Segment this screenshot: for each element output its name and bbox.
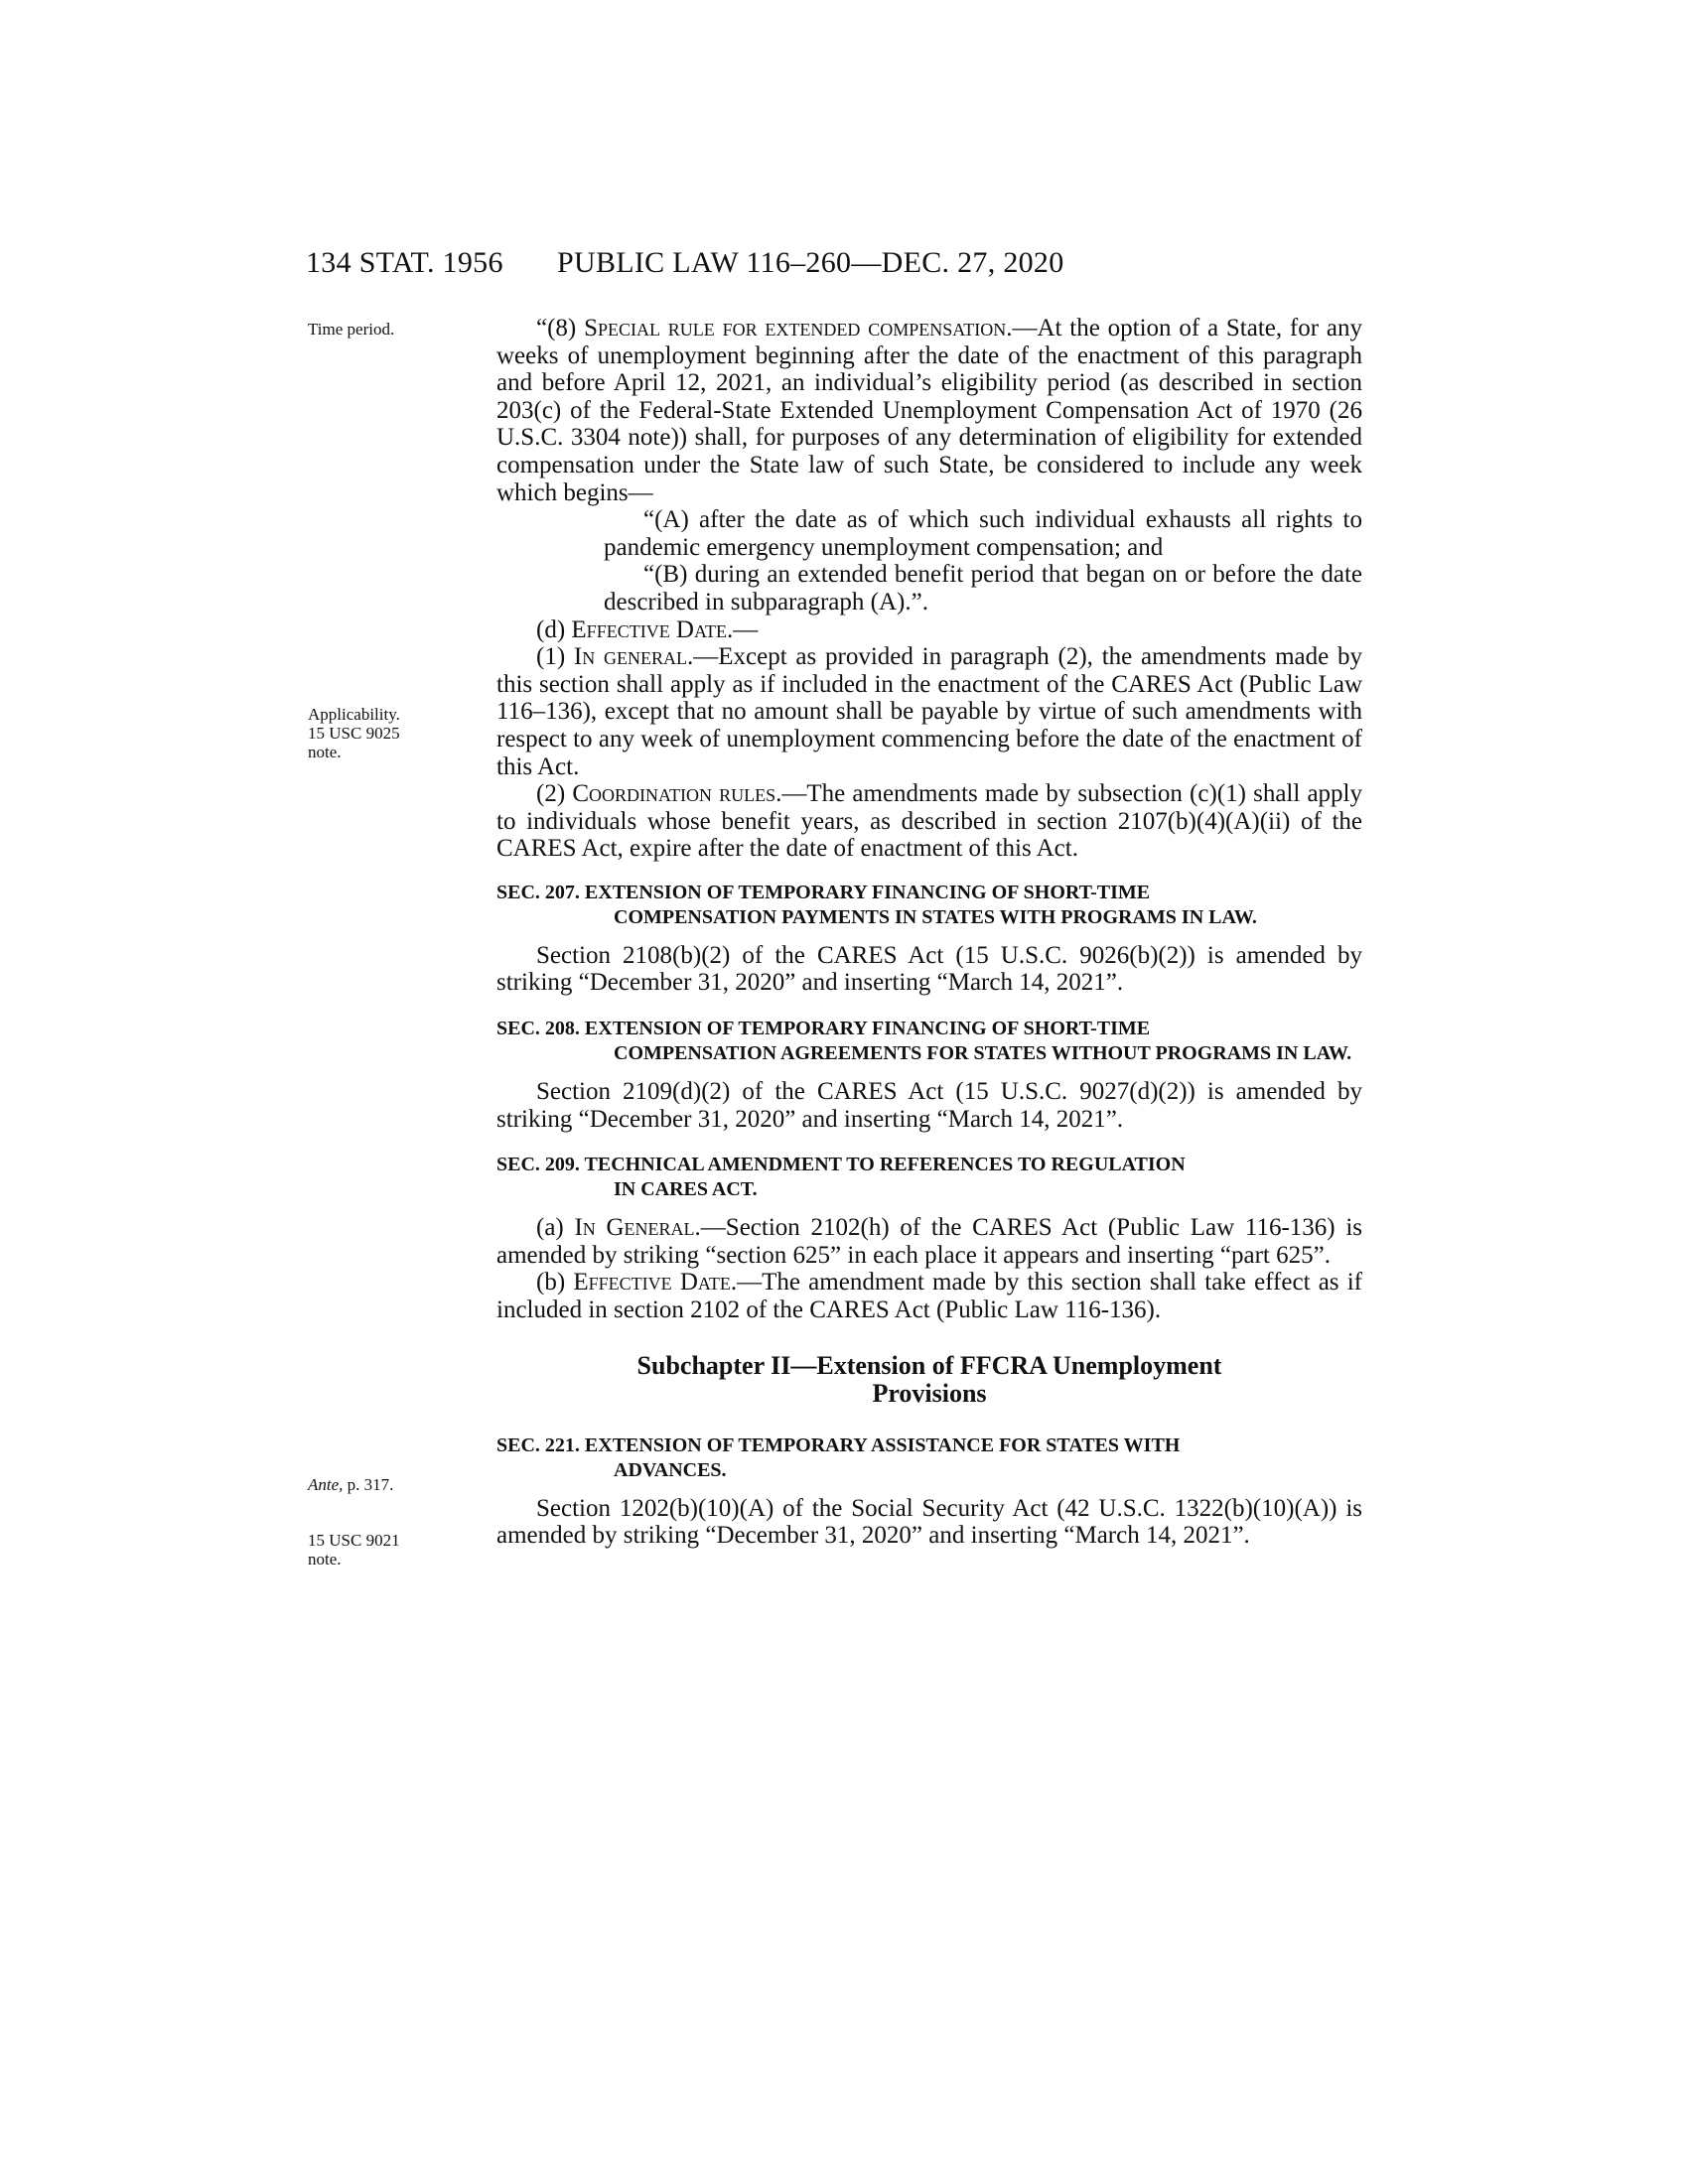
para-heading: In general: [573, 643, 687, 671]
para-text: .—At the option of a State, for any weeks of unemployment beginning after the date of the enactment of this paragraph and before April 12, 2021, an individual’s eligibility period (as described in section 203(c) of the Federal-State Extended Unemployment Compensation Act of 1970 (26 U.S.C. 3304 note)) shall, for purposes of any determination of eligibility for extended compensation under the State law of such State, be considered to include any week which begins—: [496, 315, 1362, 506]
subchapter-heading-line: Subchapter II—Extension of FFCRA Unemployment: [636, 1350, 1222, 1380]
section-heading-line: IN CARES ACT.: [614, 1178, 758, 1201]
margin-note-line: note.: [308, 1550, 342, 1569]
margin-note-applicability: [308, 705, 457, 761]
section-heading-line: ADVANCES.: [614, 1458, 727, 1481]
subsection-d-1: [496, 643, 1362, 780]
para-text: .—The amendment made by this section shall take effect as if included in section 2102 of the CARES Act (Public Law 116-136).: [496, 1269, 1363, 1324]
margin-note-time-period: Time period.: [308, 320, 395, 339]
subparagraph-a: “(A) after the date as of which such individual exhausts all rights to pandemic emergency unemployment compensation; and: [604, 506, 1362, 561]
section-heading-line: COMPENSATION AGREEMENTS FOR STATES WITHOUT PROGRAMS IN LAW.: [614, 1042, 1352, 1065]
margin-note-ante-rest: p. 317.: [343, 1475, 394, 1494]
subchapter-heading: [496, 1352, 1362, 1408]
section-207-text: Section 2108(b)(2) of the CARES Act (15 U.S.C. 9026(b)(2)) is amended by striking “December 31, 2020” and inserting “March 14, 2021”.: [496, 941, 1362, 997]
running-header: PUBLIC LAW 116–260—DEC. 27, 2020: [557, 246, 1064, 279]
paragraph-8: [496, 315, 1362, 506]
section-heading-line: SEC. 208. EXTENSION OF TEMPORARY FINANCING OF SHORT-TIME: [496, 1018, 1151, 1040]
margin-note-line: 15 USC 9025: [308, 724, 400, 743]
section-221-text: Section 1202(b)(10)(A) of the Social Security Act (42 U.S.C. 1322(b)(10)(A)) is amended by striking “December 31, 2020” and inserting “March 14, 2021”.: [496, 1494, 1362, 1550]
para-heading: Effective Date: [571, 615, 727, 643]
para-text: .—Except as provided in paragraph (2), the amendments made by this section shall apply as if included in the enactment of the CARES Act (Public Law 116–136), except that no amount shall be payable by virtue of such amendments with respect to any week of unemployment commencing before the date of the enactment of this Act.: [496, 643, 1363, 780]
section-heading-line: COMPENSATION PAYMENTS IN STATES WITH PROGRAMS IN LAW.: [614, 905, 1257, 928]
margin-note-line: note.: [308, 743, 342, 761]
section-209-a: [496, 1214, 1362, 1269]
subsection-d-2: [496, 780, 1362, 863]
section-221-heading: [496, 1433, 1362, 1483]
statute-page-number: 134 STAT. 1956: [306, 246, 503, 279]
margin-note-ante: [308, 1475, 457, 1494]
margin-note-15usc9021: [308, 1531, 457, 1569]
para-heading: Coordination rules: [572, 780, 776, 808]
para-lead: (2): [536, 780, 573, 808]
margin-note-line: Applicability.: [308, 705, 400, 724]
para-heading: In General: [574, 1214, 695, 1242]
para-heading: Special rule for extended compensation: [584, 315, 1007, 341]
para-text: .—The amendments made by subsection (c)(1) shall apply to individuals whose benefit years, as described in section 2107(b)(4)(A)(ii) of the CARES Act, expire after the date of enactment of this Act.: [496, 780, 1363, 863]
margin-note-line: 15 USC 9021: [308, 1531, 400, 1550]
para-lead: (a): [536, 1214, 575, 1242]
subparagraph-b: “(B) during an extended benefit period that began on or before the date described in subparagraph (A).”.: [604, 561, 1362, 615]
section-heading-line: SEC. 207. EXTENSION OF TEMPORARY FINANCING OF SHORT-TIME: [496, 881, 1151, 903]
section-209-b: [496, 1269, 1362, 1323]
para-lead: (b): [536, 1269, 574, 1297]
para-lead: “(8): [536, 315, 585, 341]
para-lead: (d): [536, 615, 572, 643]
margin-note-ante-italic: Ante,: [308, 1475, 344, 1494]
para-dash: .—: [726, 615, 759, 643]
section-209-heading: [496, 1153, 1362, 1202]
subchapter-heading-line: Provisions: [872, 1378, 987, 1408]
section-207-heading: [496, 881, 1362, 930]
section-heading-line: SEC. 221. EXTENSION OF TEMPORARY ASSISTANCE FOR STATES WITH: [496, 1433, 1181, 1456]
section-heading-line: SEC. 209. TECHNICAL AMENDMENT TO REFERENCES TO REGULATION: [496, 1154, 1186, 1176]
section-208-text: Section 2109(d)(2) of the CARES Act (15 U.S.C. 9027(d)(2)) is amended by striking “December 31, 2020” and inserting “March 14, 2021”.: [496, 1078, 1362, 1133]
para-lead: (1): [536, 643, 574, 671]
para-heading: Effective Date: [573, 1269, 731, 1297]
para-text: .—Section 2102(h) of the CARES Act (Public Law 116-136) is amended by striking “section 625” in each place it appears and inserting “part 625”.: [496, 1214, 1362, 1269]
subsection-d-heading: [496, 616, 1362, 644]
document-body: [496, 315, 1362, 1550]
section-208-heading: [496, 1017, 1362, 1066]
